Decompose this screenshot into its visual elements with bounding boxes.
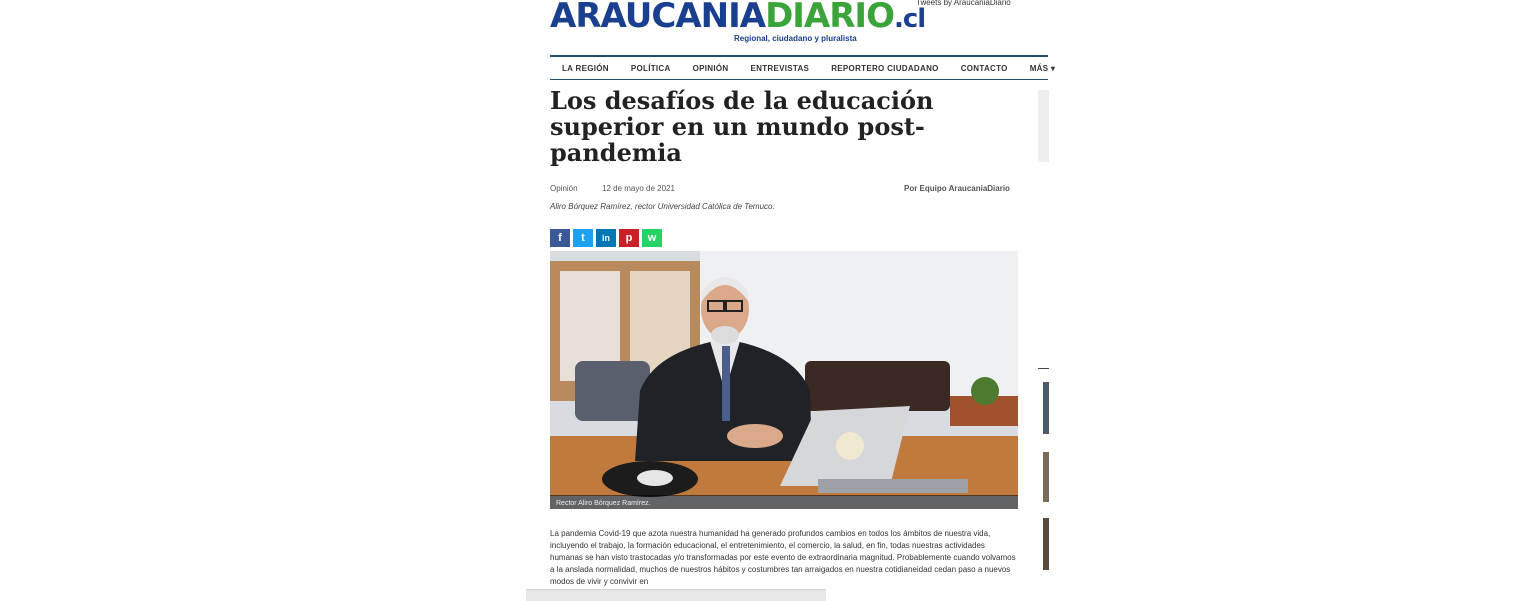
site-logo[interactable] [550, 0, 926, 46]
logo-text-cl: .cl [893, 4, 926, 34]
share-buttons [550, 229, 662, 247]
main-nav [550, 55, 1056, 80]
logo-text-araucania: ARAUCANIA [550, 0, 766, 36]
article-byline: Aliro Bórquez Ramírez, rector Universidad Católica de Temuco. [550, 202, 775, 211]
logo-text-diario: DIARIO [765, 0, 894, 36]
whatsapp-icon[interactable]: w [642, 229, 662, 247]
article-photo [550, 251, 1018, 509]
facebook-icon[interactable]: f [550, 229, 570, 247]
article-page [550, 0, 1056, 600]
twitter-icon[interactable]: t [573, 229, 593, 247]
photo-caption: Rector Aliro Bórquez Ramírez. [556, 500, 651, 507]
nav-item-politica[interactable]: POLÍTICA [630, 63, 671, 73]
pinterest-icon[interactable]: p [619, 229, 639, 247]
article-category[interactable]: Opinión [550, 184, 578, 193]
sidebar-thumbnail[interactable] [1043, 518, 1049, 570]
sidebar-widget [1038, 90, 1049, 162]
article-author[interactable]: Por Equipo AraucaniaDiario [904, 184, 1010, 193]
nav-item-opinion[interactable]: OPINIÓN [692, 63, 729, 73]
article-date: 12 de mayo de 2021 [602, 184, 675, 193]
nav-item-mas[interactable]: MÁS ▾ [1029, 63, 1056, 73]
nav-item-entrevistas[interactable]: ENTREVISTAS [750, 63, 810, 73]
nav-item-la-region[interactable]: LA REGIÓN [562, 63, 609, 73]
nav-item-contacto[interactable]: CONTACTO [960, 63, 1008, 73]
article-title: Los desafíos de la educación superior en un mundo post-pandemia [550, 86, 934, 167]
bottom-overlay-bar [526, 589, 826, 601]
article-body: La pandemia Covid-19 que azota nuestra humanidad ha generado profundos cambios en todos los ámbitos de nuestra vida, incluyendo el trabajo, la formación educacional, el entretenimiento, el comercio, la salud, en fin, todas nuestras actividades humanas se han visto trastocadas y/o transformadas por este evento de extraordinaria magnitud. Probablemente cuando volvamos a la anslada normalidad, muchos de nuestros hábitos y costumbres tan arraigados en nuestra cotidianeidad cedan paso a nuevos modos de vivir y convivir en [550, 529, 1016, 586]
site-tagline: Regional, ciudadano y pluralista [734, 34, 857, 43]
nav-item-reportero-ciudadano[interactable]: REPORTERO CIUDADANO [831, 63, 939, 73]
sidebar-divider [1038, 368, 1049, 369]
linkedin-icon[interactable]: in [596, 229, 616, 247]
sidebar-thumbnail[interactable] [1043, 382, 1049, 434]
tweets-link[interactable]: Tweets by AraucaniaDiario [916, 0, 1011, 7]
sidebar-thumbnail[interactable] [1043, 452, 1049, 502]
rector-photo-illustration [550, 251, 1018, 509]
